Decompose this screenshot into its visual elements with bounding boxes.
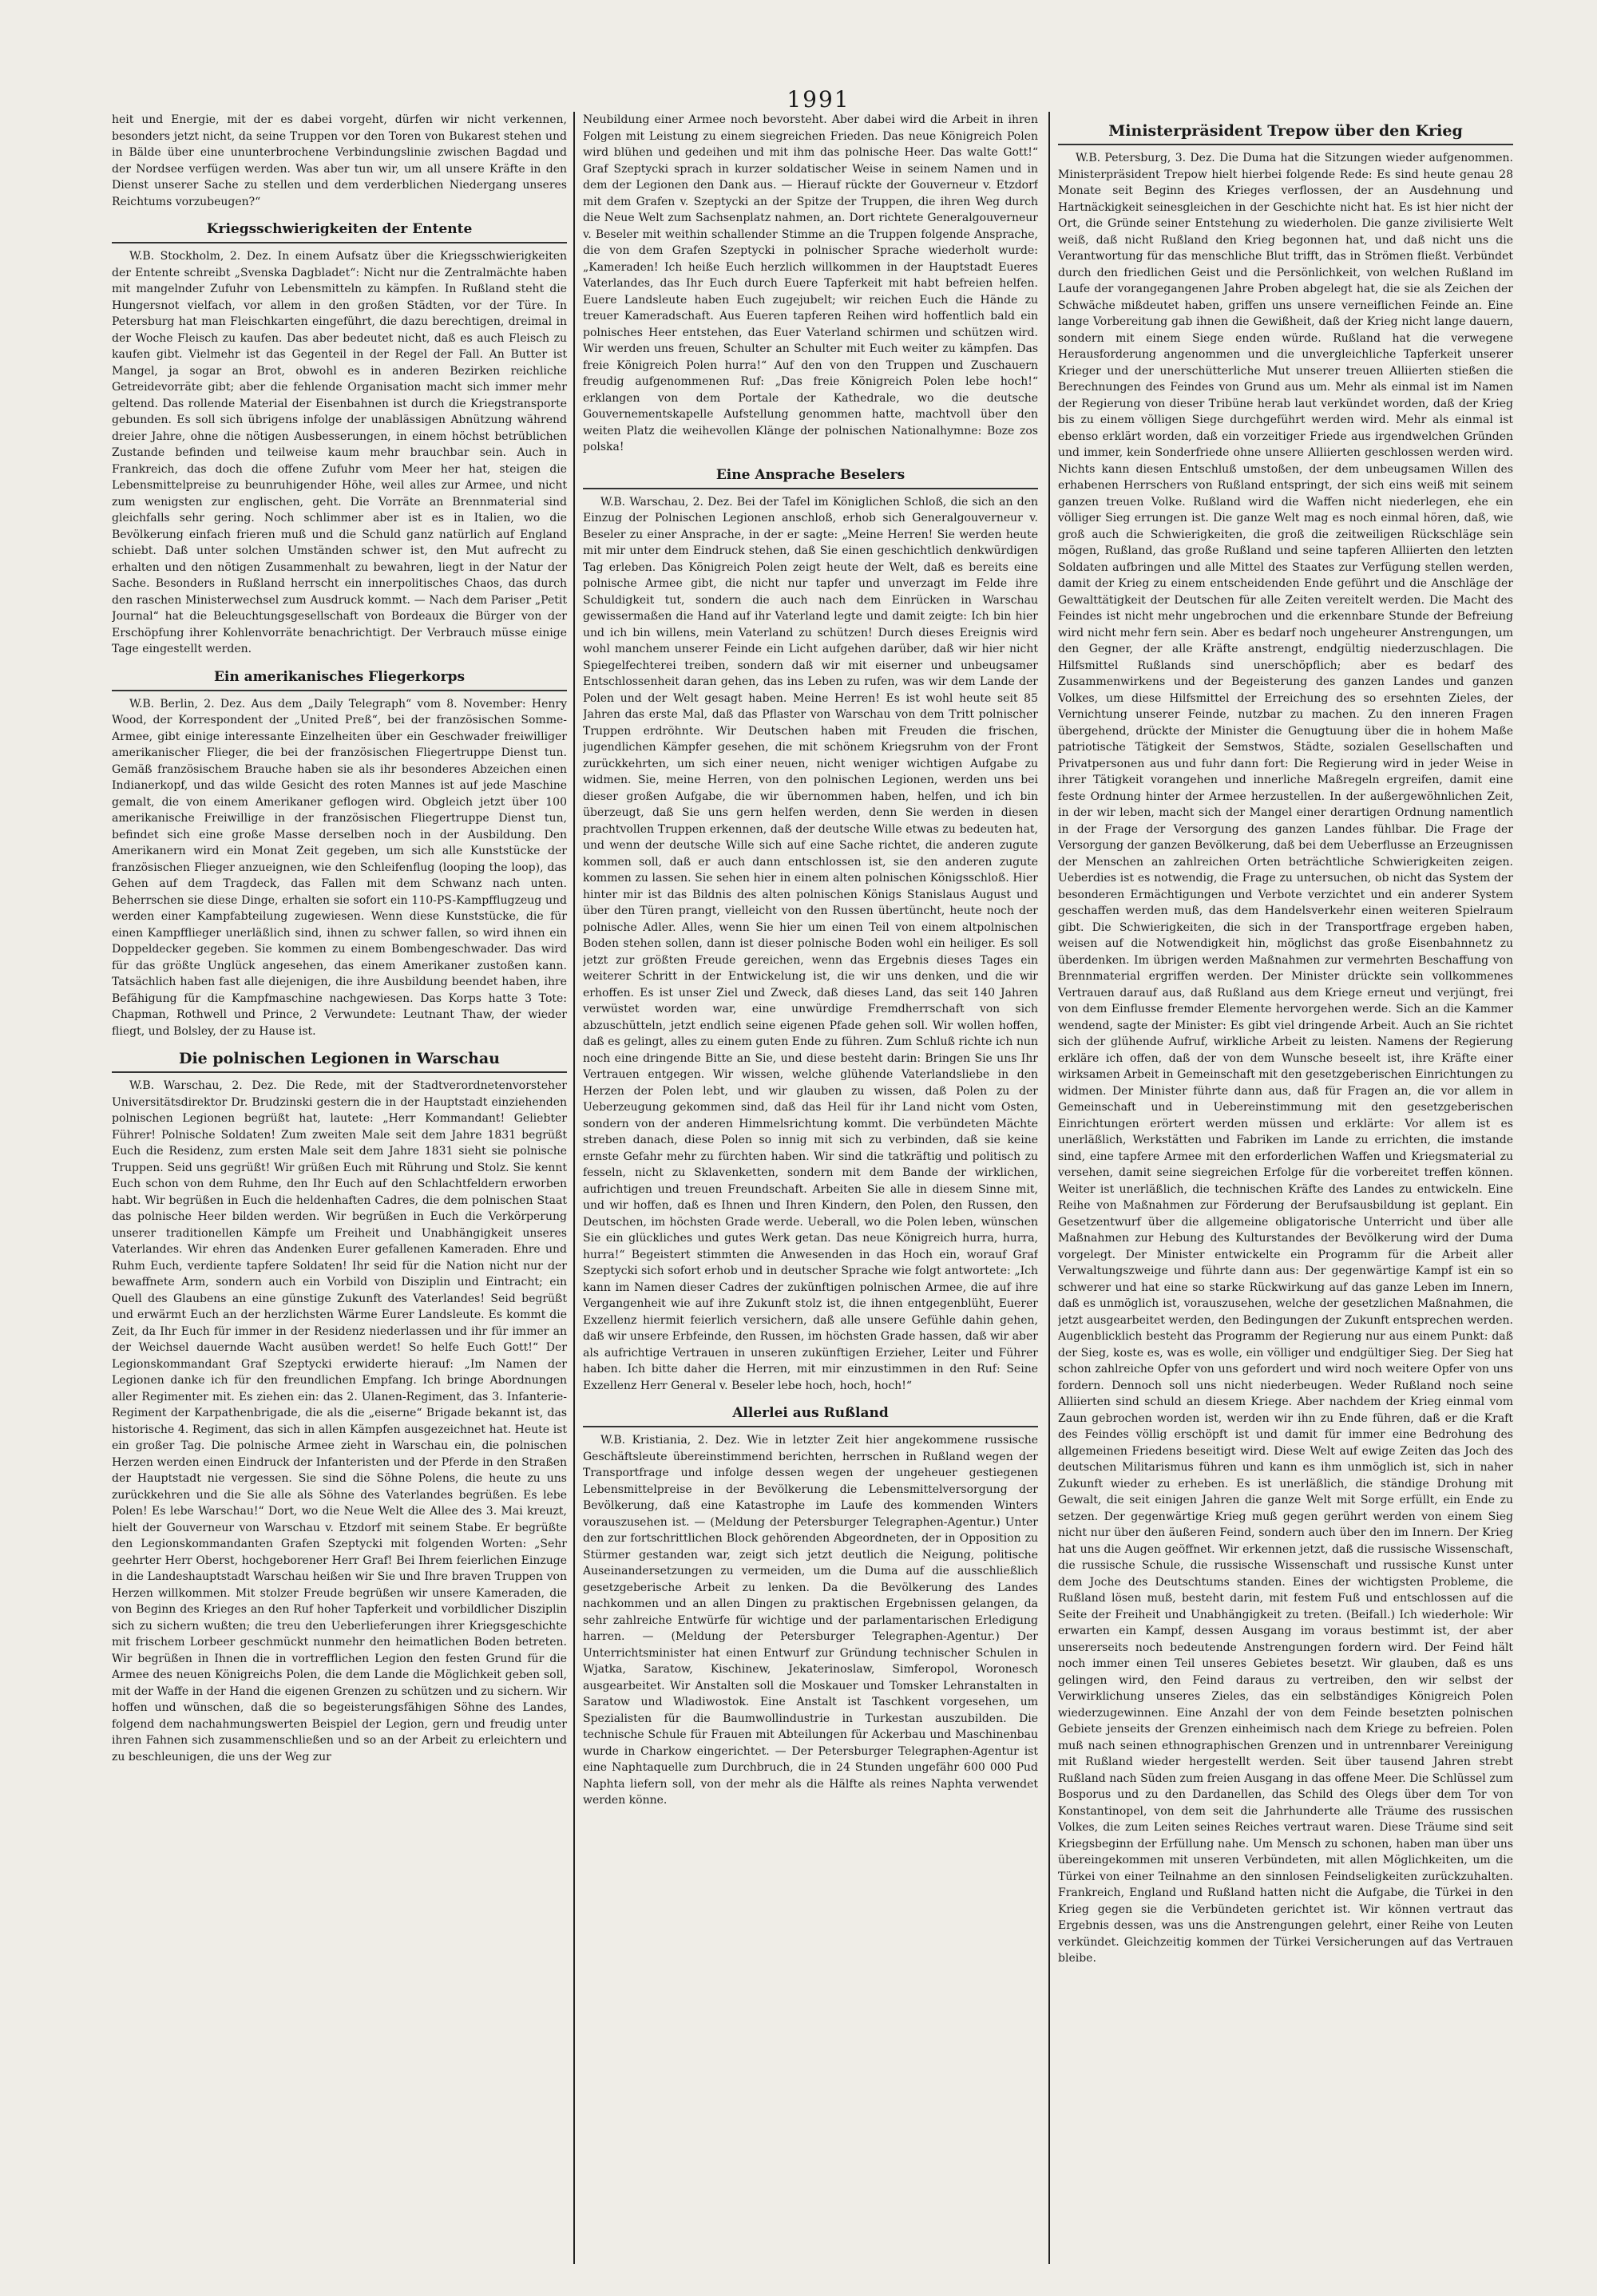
article-body: W.B. Warschau, 2. Dez. Bei der Tafel im Königlichen Schloß, die sich an den Einzug der Polnischen Legionen anschloß, erhob sich Generalgouverneur v. Beseler zu einer Ansprache, in der er sagte: „Meine Herren! Sie werden heute mit mir unter dem Eindruck stehen, daß Sie einen geschichtlich denkwürdigen Tag erleben. Das Königreich Polen zeigt heute der Welt, daß es bereits eine polnische Armee gibt, die nicht nur tapfer und unverzagt im Felde ihre Schuldigkeit tut, sondern die auch nach dem Einrücken in Warschau gewissermaßen die Hand auf ihr Vaterland legte und damit zeigte: Ich bin hier und ich bin willens, mein Vaterland zu schützen! Durch dieses Ereignis wird wohl manchem unserer Feinde ein Licht aufgehen darüber, daß wir hier nicht Spiegelfechterei treiben, sondern daß wir mit eiserner und unbeugsamer Entschlossenheit daran gehen, das ins Leben zu rufen, was wir dem Lande der Polen und der Welt gesagt haben. Meine Herren! Es ist wohl heute seit 85 Jahren das erste Mal, daß das Pflaster von Warschau von dem Tritt polnischer Truppen erdröhnte. Wir Deutschen haben mit Freuden die frischen, jugendlichen Kämpfer gesehen, die mit schönem Kriegsruhm von der Front zurückkehrten, um sich einer neuen, nicht weniger wichtigen Aufgabe zu widmen. Sie, meine Herren, von den polnischen Legionen, werden uns bei dieser großen Aufgabe, die wir übernommen haben, helfen, und ich bin überzeugt, daß Sie uns gern helfen werden, denn Sie werden in diesen prachtvollen Truppen erkennen, daß der deutsche Wille etwas zu bedeuten hat, und wenn der deutsche Wille sich auf eine Sache richtet, die anderen zugute kommen soll, daß er auch dann entschlossen ist, sie den anderen zugute kommen zu lassen. Sie sehen hier in einem alten polnischen Königsschloß. Hier hinter mir ist das Bildnis des alten polnischen Königs Stanislaus August und über den Türen prangt, vielleicht von den Russen übertüncht, heute noch der polnische Adler. Alles, wenn Sie hier um einen Teil von einem altpolnischen Boden stehen sollen, dann ist dieser polnische Boden wohl ein heiliger. Es soll jetzt zur größten Freude gereichen, wenn das Ergebnis dieses Tages ein weiterer Schritt in der Entwickelung ist, die wir uns denken, und die wir erhoffen. Es ist unser Ziel und Zweck, daß dieses Land, das seit 140 Jahren verwüstet worden war, eine unwürdige Fremdherrschaft von sich abzuschütteln, jetzt endlich seine eigenen Pfade gehen soll. Wir wollen hoffen, daß es gelingt, alles zu einem guten Ende zu führen. Zum Schluß richte ich nun noch eine dringende Bitte an Sie, und diese besteht darin: Bringen Sie uns Ihr Vertrauen entgegen. Wir wissen, welche glühende Vaterlandsliebe in den Herzen der Polen lebt, und wir glauben zu wissen, daß Polen zu der Ueberzeugung gekommen sind, daß das Heil für ihr Land nicht vom Osten, sondern von der anderen Himmelsrichtung kommt. Die verbündeten Mächte streben danach, diese Polen so innig mit sich zu verbinden, daß sie keine ernste Gefahr mehr zu fürchten haben. Wir sind die tatkräftig und politisch zu fesseln, nicht zu Sklavenketten, sondern mit dem Bande der wirklichen, aufrichtigen und treuen Freundschaft. Arbeiten Sie alle in diesem Sinne mit, und wir hoffen, daß es Ihnen und Ihren Kindern, den Polen, den Russen, den Deutschen, im höchsten Grade werde. Ueberall, wo die Polen leben, wünschen Sie ein glückliches und gutes Werk getan. Das neue Königreich hurra, hurra, hurra!“ Begeistert stimmten die Anwesenden in das Hoch ein, worauf Graf Szeptycki sich sofort erhob und in deutscher Sprache wie folgt antwortete: „Ich kann im Namen dieser Cadres der zukünftigen polnischen Armee, die auf ihre Vergangenheit wie auf ihre Zukunft stolz ist, die ihnen entgegenblüht, Euerer Exzellenz hiermit feierlich versichern, daß alle unsere Gefühle dahin gehen, daß wir unsere Erbfeinde, den Russen, im höchsten Grade hassen, daß wir aber als aufrichtige Vertrauen in unseren zukünftigen Erzieher, Leiter und Führer haben. Ich bitte daher die Herren, mit mir einzustimmen in den Ruf: Seine Exzellenz Herr General v. Beseler lebe hoch, hoch, hoch!“ bbox=[583, 495, 1038, 1392]
headline-trepow: Ministerpräsident Trepow über den Krieg bbox=[1058, 121, 1513, 145]
article-continuation: heit und Energie, mit der es dabei vorgeht, dürfen wir nicht verkennen, besonders jetzt nicht, da seine Truppen vor den Toren von Bukarest stehen und in Bälde über eine ununterbrochene Verbindungslinie zwischen Bagdad und der Nordsee verfügen werden. Was aber tun wir, um all unsere Kräfte in den Dienst unserer Sache zu stellen und dem verderblichen Niedergang unseres Reichtums vorzubeugen?“ bbox=[112, 113, 567, 208]
column-divider bbox=[1048, 112, 1050, 2264]
article-continuation: Neubildung einer Armee noch bevorsteht. Aber dabei wird die Arbeit in ihren Folgen mit Leistung zu einem siegreichen Frieden. Das neue Königreich Polen wird blühen und gedeihen und mit ihm das polnische Heer. Das walte Gott!“ Graf Szeptycki sprach in kurzer soldatischer Weise in seinem Namen und in dem der Legionen den Dank aus. — Hierauf rückte der Gouverneur v. Etzdorf mit dem Grafen v. Szeptycki an der Spitze der Truppen, die ihren Weg durch die Neue Welt zum Sachsenplatz nahmen, an. Dort richtete Generalgouverneur v. Beseler mit weithin schallender Stimme an die Truppen folgende Ansprache, die von dem Grafen Szeptycki in polnischer Sprache wiederholt wurde: „Kameraden! Ich heiße Euch herzlich willkommen in der Hauptstadt Eueres Vaterlandes, das Ihr Euch durch Euere Tapferkeit mit habt befreien helfen. Euere Landsleute haben Euch zugejubelt; wir reichen Euch die Hände zu treuer Kameradschaft. Aus Eueren tapferen Reihen wird hoffentlich bald ein polnisches Heer entstehen, das Euer Vaterland schirmen und schützen wird. Wir werden uns freuen, Schulter an Schulter mit Euch weiter zu kämpfen. Das freie Königreich Polen hurra!“ Auf den von den Truppen und Zuschauern freudig aufgenommenen Ruf: „Das freie Königreich Polen lebe hoch!“ erklangen von dem Portale der Kathedrale, wo die deutsche Gouvernementskapelle Aufstellung genommen hatte, machtvoll über den weiten Platz die weihevollen Klänge der polnischen Nationalhymne: Boze zos polska! bbox=[583, 113, 1038, 453]
headline-ansprache-beselers: Eine Ansprache Beselers bbox=[583, 465, 1038, 489]
article-body: W.B. Stockholm, 2. Dez. In einem Aufsatz über die Kriegsschwierigkeiten der Entente schreibt „Svenska Dagbladet“: Nicht nur die Zentralmächte haben mit mangelnder Zufuhr von Lebensmitteln zu kämpfen. In Rußland steht die Hungersnot vielfach, vor allem in den großen Städten, vor der Türe. In Petersburg hat man Fleischkarten eingeführt, die dazu berechtigen, dreimal in der Woche Fleisch zu kaufen. Das aber bedeutet nicht, daß es auch Fleisch zu kaufen gibt. Vielmehr ist das Gegenteil in der Regel der Fall. An Butter ist Mangel, ja sogar an Brot, obwohl es in anderen Bezirken reichliche Getreidevorräte gibt; aber die fehlende Organisation macht sich immer mehr geltend. Das rollende Material der Eisenbahnen ist durch die Kriegstransporte gebunden. Es soll sich übrigens infolge der unablässigen Abnützung während dreier Jahre, ohne die nötigen Ausbesserungen, in einem höchst betrüblichen Zustande befinden und teilweise kaum mehr brauchbar sein. Auch in Frankreich, das doch die offene Zufuhr vom Meer her hat, steigen die Lebensmittelpreise zu beunruhigender Höhe, weil alles zur Armee, und nicht zum wenigsten zur englischen, geht. Die Vorräte an Brennmaterial sind gleichfalls sehr gering. Noch schlimmer aber ist es in Italien, wo die Bevölkerung einfach frieren muß und die Schuld ganz natürlich auf England schiebt. Daß unter solchen Umständen schwer ist, den Mut aufrecht zu erhalten und den nötigen Zusammenhalt zu bewahren, liegt in der Natur der Sache. Besonders in Rußland herrscht ein innerpolitisches Chaos, das durch den raschen Ministerwechsel zum Ausdruck kommt. — Nach dem Pariser „Petit Journal“ hat die Beleuchtungsgesellschaft von Bordeaux die Bürger von der Erschöpfung ihrer Kohlenvorräte benachrichtigt. Der Verbrauch müsse einige Tage eingestellt werden. bbox=[112, 250, 567, 655]
headline-fliegerkorps: Ein amerikanisches Fliegerkorps bbox=[112, 667, 567, 691]
article-body: W.B. Kristiania, 2. Dez. Wie in letzter Zeit hier angekommene russische Geschäftsleute übereinstimmend berichten, herrschen in Rußland wegen der Transportfrage und infolge dessen wegen der ungeheuer gestiegenen Lebensmittelpreise in der Bevölkerung die Lebensmittelversorgung der Bevölkerung, daß eine Katastrophe im Laufe des kommenden Winters vorauszusehen ist. — (Meldung der Petersburger Telegraphen-Agentur.) Unter den zur fortschrittlichen Block gehörenden Abgeordneten, der in Opposition zu Stürmer gestanden war, zeigt sich jetzt deutlich die Neigung, politische Auseinandersetzungen zu vermeiden, um die Duma auf die ausschließlich gesetzgeberische Arbeit zu lenken. Da die Bevölkerung des Landes nachkommen und an allen Dingen zu praktischen Ergebnissen gelangen, da sehr zahlreiche Entwürfe für wichtige und der parlamentarischen Erledigung harren. — (Meldung der Petersburger Telegraphen-Agentur.) Der Unterrichtsminister hat einen Entwurf zur Gründung technischer Schulen in Wjatka, Saratow, Kischinew, Jekaterinoslaw, Simferopol, Woronesch ausgearbeitet. Wir Anstalten soll die Moskauer und Tomsker Lehranstalten in Saratow und Wladiwostok. Eine Anstalt ist Taschkent vorgesehen, um Spezialisten für die Baumwollindustrie in Turkestan auszubilden. Die technische Schule für Frauen mit Abteilungen für Ackerbau und Maschinenbau wurde in Charkow eingerichtet. — Der Petersburger Telegraphen-Agentur ist eine Naphtaquelle zum Durchbruch, die in 24 Stunden ungefähr 600 000 Pud Naphta liefern soll, von der mehr als die Hälfte als reines Naphta verwendet werden könne. bbox=[583, 1434, 1038, 1807]
article-body: W.B. Warschau, 2. Dez. Die Rede, mit der Stadtverordnetenvorsteher Universitätsdirektor Dr. Brudzinski gestern die in der Hauptstadt einziehenden polnischen Legionen begrüßt hat, lautete: „Herr Kommandant! Geliebter Führer! Polnische Soldaten! Zum zweiten Male seit dem Jahre 1831 begrüßt Euch die Residenz, zum ersten Male seit dem Jahre 1831 sieht sie polnische Truppen. Seid uns gegrüßt! Wir grüßen Euch mit Rührung und Stolz. Sie kennt Euch schon von dem Ruhme, den Ihr Euch auf den Schlachtfeldern erworben habt. Wir begrüßen in Euch die heldenhaften Cadres, die dem polnischen Staat das polnische Heer bilden werden. Wir begrüßen in Euch die Verkörperung unserer traditionellen Kämpfe um Freiheit und Unabhängigkeit unseres Vaterlandes. Wir ehren das Andenken Eurer gefallenen Kameraden. Ehre und Ruhm Euch, verdiente tapfere Soldaten! Ihr seid für die Nation nicht nur der bewaffnete Arm, sondern auch ein Vorbild von Disziplin und Eintracht; ein Quell des Glaubens an eine günstige Zukunft des Vaterlandes! Seid begrüßt und erwärmt Euch an der herzlichsten Wärme Eurer Landsleute. Es kommt die Zeit, da Ihr Euch für immer in der Residenz niederlassen und ihr für immer an der Weichsel dauernde Wacht ausüben werdet! So helfe Euch Gott!“ Der Legionskommandant Graf Szeptycki erwiderte hierauf: „Im Namen der Legionen danke ich für den freundlichen Empfang. Ich bringe Abordnungen aller Regimenter mit. Es ziehen ein: das 2. Ulanen-Regiment, das 3. Infanterie-Regiment der Karpathenbrigade, die als die „eiserne“ Brigade bekannt ist, das historische 4. Regiment, das sich in allen Kämpfen ausgezeichnet hat. Heute ist ein großer Tag. Die polnische Armee zieht in Warschau ein, die polnischen Herzen werden einen Eindruck der Infanteristen und der Pferde in den Straßen der Hauptstadt nie vergessen. Sie sind die Söhne Polens, die heute zu uns zurückkehren und die Sie alle als Söhne des Vaterlandes begrüßen. Es lebe Polen! Es lebe Warschau!“ Dort, wo die Neue Welt die Allee des 3. Mai kreuzt, hielt der Gouverneur von Warschau v. Etzdorf mit seinem Stabe. Er begrüßte den Legionskommandanten Grafen Szeptycki mit folgenden Worten: „Sehr geehrter Herr Oberst, hochgeborener Herr Graf! Bei Ihrem feierlichen Einzuge in die Landeshauptstadt Warschau heißen wir Sie und Ihre braven Truppen von Herzen willkommen. Mit stolzer Freude begrüßen wir unsere Kameraden, die von Beginn des Krieges an den Ruf hoher Tapferkeit und vorbildlicher Disziplin sich zu sichern wußten; die treu den Ueberlieferungen ihrer Kriegsgeschichte mit frischem Lorbeer geschmückt nunmehr den heimatlichen Boden betreten. Wir begrüßen in Ihnen die in vortrefflichen Legion den festen Grund für die Armee des neuen Königreichs Polen, die dem Lande die Möglichkeit geben soll, mit der Waffe in der Hand die eigenen Grenzen zu schützen und zu sichern. Wir hoffen und wünschen, daß die so begeisterungsfähigen Söhne des Landes, folgend dem nachahmungswerten Beispiel der Legion, gern und freudig unter ihren Fahnen sich zusammenschließen und so an der Arbeit zu erleichtern und zu beschleunigen, die uns der Weg zur bbox=[112, 1079, 567, 1764]
headline-polnische-legionen: Die polnischen Legionen in Warschau bbox=[112, 1049, 567, 1073]
column-right bbox=[1058, 112, 1513, 2264]
article-body: W.B. Berlin, 2. Dez. Aus dem „Daily Telegraph“ vom 8. November: Henry Wood, der Korrespondent der „United Preß“, bei der französischen Somme-Armee, gibt einige interessante Einzelheiten über ein Geschwader freiwilliger amerikanischer Flieger, die bei der französischen Fliegertruppe Dienst tun. Gemäß französischem Brauche haben sie als ihr besonderes Abzeichen einen Indianerkopf, und das wilde Gesicht des roten Mannes ist auf jede Maschine gemalt, die von einem Amerikaner geflogen wird. Obgleich jetzt über 100 amerikanische Freiwillige in der französischen Fliegertruppe Dienst tun, befindet sich eine große Masse derselben noch in der Ausbildung. Den Amerikanern wird ein Monat Zeit gegeben, um sich alle Kunststücke der französischen Flieger anzueignen, wie den Schleifenflug (looping the loop), das Gehen auf dem Tragdeck, das Fallen mit dem Schwanz nach unten. Beherrschen sie diese Dinge, erhalten sie sofort ein 110-PS-Kampfflugzeug und werden einer Kampfabteilung zugewiesen. Wenn diese Kunststücke, die für einen Kampfflieger unerläßlich sind, ihnen zu schwer fallen, so wird ihnen ein Doppeldecker gegeben. Sie kommen zu einem Bombengeschwader. Das wird für das größte Unglück angesehen, das einem Amerikaner zustoßen kann. Tatsächlich haben fast alle diejenigen, die ihre Ausbildung beendet haben, ihre Befähigung für die Kampfmaschine nachgewiesen. Das Korps hatte 3 Tote: Chapman, Rothwell und Prince, 2 Verwundete: Leutnant Thaw, der wieder fliegt, und Bolsley, der zu Hause ist. bbox=[112, 697, 567, 1038]
column-divider bbox=[573, 112, 575, 2264]
article-body: W.B. Petersburg, 3. Dez. Die Duma hat die Sitzungen wieder aufgenommen. Ministerpräsident Trepow hielt hierbei folgende Rede: Es sind heute genau 28 Monate seit Beginn des Krieges verflossen, der an Ausdehnung und Hartnäckigkeit seinesgleichen in der Geschichte nicht hat. Es ist hier nicht der Ort, die Gründe seiner Entstehung zu wiederholen. Die ganze zivilisierte Welt weiß, daß nicht Rußland den Krieg begonnen hat, und daß nicht uns die Verantwortung für das menschliche Blut trifft, das in Strömen fließt. Verbündet durch den friedlichen Geist und die Persönlichkeit, von welchen Rußland im Laufe der vorangegangenen Jahre Proben abgelegt hat, die sie als Zeichen der Schwäche mißdeutet haben, griffen uns unsere verneiflichen Feinde an. Eine lange Vorbereitung gab ihnen die Gewißheit, daß der Krieg nicht lange dauern, sondern mit einem Siege enden würde. Rußland hat die verwegene Herausforderung angenommen und die unvergleichliche Tapferkeit unserer Krieger und der unerschütterliche Mut unserer treuen Alliierten stießen die Berechnungen des Feindes von Grund aus um. Mehr als einmal ist im Namen der Regierung von dieser Tribüne herab laut verkündet worden, daß der Krieg bis zu einem völligen Siege durchgeführt werden wird. Mehr als einmal ist ebenso erklärt worden, daß ein vorzeitiger Friede aus irgendwelchen Gründen und immer, kein Sonderfriede ohne unsere Alliierten geschlossen werden wird. Nichts kann diesen Entschluß umstoßen, der dem unbeugsamen Willen des erhabenen Herrschers von Rußland entspringt, der sich eins weiß mit seinem ganzen treuen Volke. Rußland wird die Waffen nicht niederlegen, ehe ein völliger Sieg errungen ist. Die ganze Welt mag es noch einmal hören, daß, wie groß auch die Schwierigkeiten, die groß die zeitweiligen Rückschläge sein mögen, Rußland, das große Rußland und seine tapferen Alliierten den letzten Soldaten aufbringen und alle Mittel des Staates zur Verfügung stellen werden, damit der Krieg zu einem entscheidenden Ende geführt und die Anschläge der Gewalttätigkeit der Deutschen für alle Zeiten vereitelt werden. Die Macht des Feindes ist nicht mehr ungebrochen und die erkennbare Stunde der Befreiung wird nicht mehr fern sein. Aber es bedarf noch ungeheurer Anstrengungen, um den Gegner, der alle Kräfte anstrengt, endgültig niederzuschlagen. Die Hilfsmittel Rußlands sind unerschöpflich; aber es bedarf des Zusammenwirkens und der Begeisterung des ganzen Landes und ganzen Volkes, um diese Hilfsmittel der Erreichung des so ersehnten Zieles, der Vernichtung unserer Feinde, nutzbar zu machen. Zu den inneren Fragen übergehend, drückte der Minister die Genugtuung über die in hohem Maße patriotische Tätigkeit der Semstwos, Städte, sozialen Gesellschaften und Privatpersonen aus und fuhr dann fort: Die Regierung wird in jeder Weise in ihrer Tätigkeit vorangehen und innerliche Maßregeln ergreifen, damit eine feste Ordnung hinter der Armee herzustellen. In der außergewöhnlichen Zeit, in der wir leben, macht sich der Mangel einer derartigen Ordnung namentlich in der Frage der Versorgung des ganzen Landes fühlbar. Die Frage der Versorgung der ganzen Bevölkerung, daß bei dem Ueberflusse an Erzeugnissen der Menschen an zahlreichen Orten beträchtliche Schwierigkeiten zeigen. Ueberdies ist es notwendig, die Frage zu untersuchen, ob nicht das System der besonderen Ermächtigungen und Verbote verzichtet und ein anderer System geschaffen werden muß, das dem Handelsverkehr einen weiteren Spielraum gibt. Die Schwierigkeiten, die sich in der Transportfrage ergeben haben, weisen auf die Notwendigkeit hin, möglichst das große Eisenbahnnetz zu überdenken. Im übrigen werden Maßnahmen zur vermehrten Beschaffung von Brennmaterial ergriffen werden. Der Minister drückte sein vollkommenes Vertrauen darauf aus, daß Rußland aus dem Kriege erneut und verjüngt, frei von dem Einflusse fremder Elemente hervorgehen werde. Sich an die Kammer wendend, sagte der Minister: Es gibt viel dringende Arbeit. Auch an Sie richtet sich der glühende Aufruf, wirkliche Arbeit zu leisten. Namens der Regierung erkläre ich offen, daß der von dem Wunsche beseelt ist, ihre Kräfte einer wirksamen Arbeit in Gemeinschaft mit den gesetzgeberischen Einrichtungen zu widmen. Der Minister führte dann aus, daß für Fragen an, die vor allem in Gemeinschaft und in Uebereinstimmung mit den gesetzgeberischen Einrichtungen erörtert werden müssen und erklärte: Vor allem ist es unerläßlich, Werkstätten und Fabriken im Lande zu errichten, die imstande sind, eine tapfere Armee mit den erforderlichen Waffen und Kriegsmaterial zu versehen, damit seine siegreichen Erfolge für die vorbereitet treffen können. Weiter ist unerläßlich, die technischen Kräfte des Landes zu entwickeln. Eine Reihe von Maßnahmen zur Förderung der Berufsausbildung ist geplant. Ein Gesetzentwurf über die allgemeine obligatorische Unterricht und über alle Maßnahmen zur Hebung des Kulturstandes der Bevölkerung wird der Duma vorgelegt. Der Minister entwickelte ein Programm für die Arbeit aller Verwaltungszweige und führte dann aus: Der gegenwärtige Kampf ist ein so schwerer und hat eine so starke Rückwirkung auf das ganze Leben im Innern, daß es unmöglich ist, vorauszusehen, welche der gesetzlichen Maßnahmen, die jetzt ausgearbeitet werden, den Bedingungen der Zukunft entsprechen werden. Augenblicklich besteht das Programm der Regierung nur aus einem Punkt: daß der Sieg, koste es, was es wolle, ein völliger und endgültiger Sieg. Der Sieg hat schon zahlreiche Opfer von uns gefordert und wird noch weitere Opfer von uns fordern. Dennoch soll uns nicht niederbeugen. Weder Rußland noch seine Alliierten sind schuld an diesem Kriege. Aber nachdem der Krieg einmal vom Zaun gebrochen worden ist, werden wir ihn zu Ende führen, daß er die Kraft des Feindes völlig erschöpft ist und damit für immer eine Bedrohung des allgemeinen Friedens beseitigt wird. Diese Welt auf ewige Zeiten das Joch des deutschen Militarismus führen und kann es ihm unmöglich ist, sich in naher Zukunft wieder zu erheben. Es ist unerläßlich, die ständige Drohung mit Gewalt, die seit einigen Jahren die ganze Welt mit Sorge erfüllt, ein Ende zu setzen. Der gegenwärtige Krieg muß gegen gerührt werden von einem Sieg nicht nur über den äußeren Feind, sondern auch über den im Innern. Der Krieg hat uns die Augen geöffnet. Wir erkennen jetzt, daß die russische Wissenschaft, die russische Schule, die russische Wissenschaft und russische Kunst unter dem Joche des Deutschtums standen. Eines der wichtigsten Probleme, die Rußland lösen muß, besteht darin, mit festem Fuß und entschlossen auf die Seite der Freiheit und Unabhängigkeit zu treten. (Beifall.) Ich wiederhole: Wir erwarten ein Kampf, dessen Ausgang im voraus bestimmt ist, der aber unsererseits noch bedeutende Anstrengungen fordern wird. Der Feind hält noch immer einen Teil unseres Gebietes besetzt. Wir glauben, daß es uns gelingen wird, den Feind daraus zu vertreiben, den wir selbst der Verwirklichung unseres Zieles, das ein selbständiges Königreich Polen wiederzugewinnen. Eine Anzahl der von dem Feinde besetzten polnischen Gebiete jenseits der Grenzen einheimisch nach dem Kriege zu befreien. Polen muß nach seinen ethnographischen Grenzen und in untrennbarer Vereinigung mit Rußland wieder hergestellt werden. Seit über tausend Jahren strebt Rußland nach Süden zum freien Ausgang in das offene Meer. Die Schlüssel zum Bosporus und zu den Dardanellen, das Schild des Olegs über dem Tor von Konstantinopel, von dem seit die Jahrhunderte alle Träume des russischen Volkes, die zum Leiten seines Reiches vertraut waren. Diese Träume sind seit Kriegsbeginn der Erfüllung nahe. Um Mensch zu schonen, haben man über uns übereingekommen mit unseren Verbündeten, mit allen Möglichkeiten, um die Türkei von einer Teilnahme an den sinnlosen Feindseligkeiten zurückzuhalten. Frankreich, England und Rußland hatten nicht die Aufgabe, die Türkei in den Krieg gegen sie die Verbündeten gerichtet ist. Wir können vertraut das Ergebnis dessen, was uns die Anstrengungen gelehrt, einer Reihe von Leuten verkündet. Gleichzeitig kommen der Türkei Versicherungen auf das Vertrauen bleibe. bbox=[1058, 152, 1513, 1965]
column-middle bbox=[583, 112, 1038, 2264]
headline-allerlei-russland: Allerlei aus Rußland bbox=[583, 1403, 1038, 1427]
page-number: 1991 bbox=[787, 86, 850, 113]
column-left bbox=[112, 112, 567, 2264]
headline-kriegsschwierigkeiten: Kriegsschwierigkeiten der Entente bbox=[112, 220, 567, 243]
